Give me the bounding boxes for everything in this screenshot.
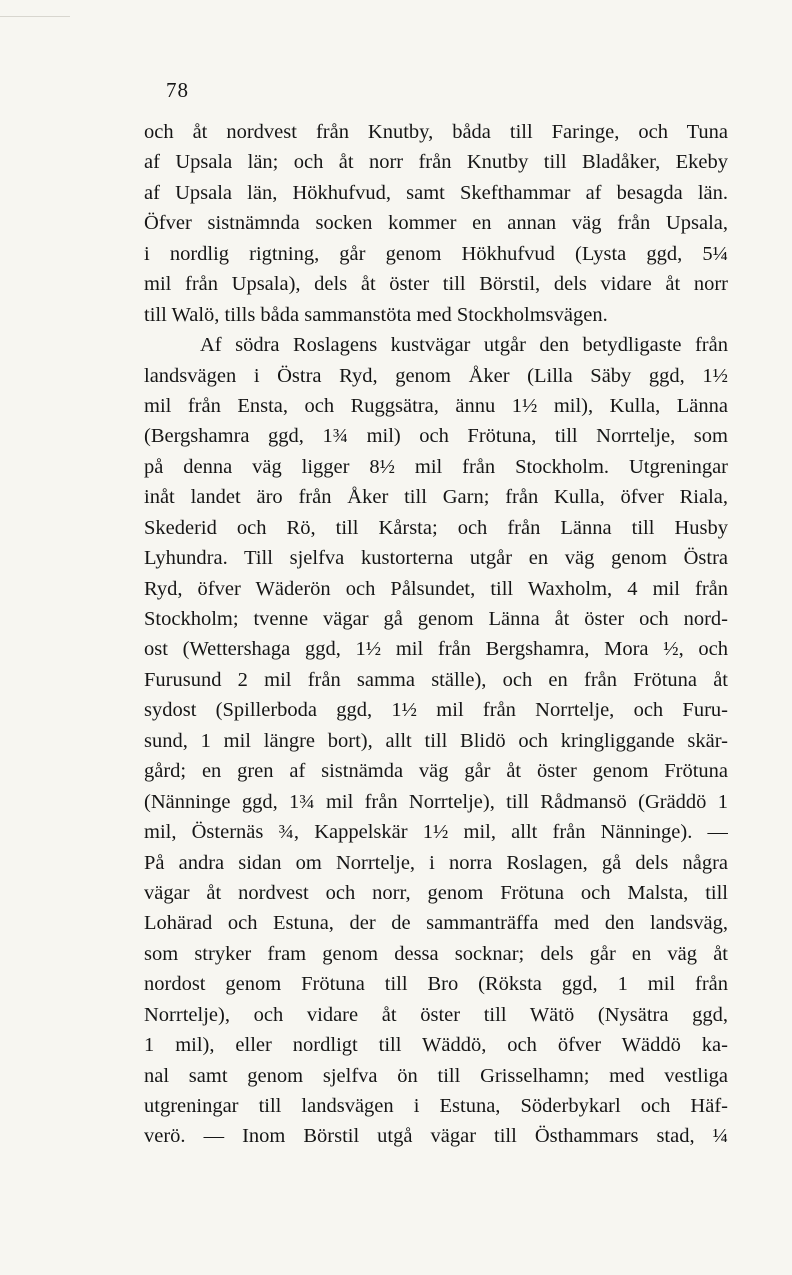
text-line: i nordlig rigtning, går genom Hökhufvud (Lysta ggd, 5¼ <box>144 242 728 265</box>
text-line: som stryker fram genom dessa socknar; dels går en väg åt <box>144 942 728 965</box>
text-line: på denna väg ligger 8½ mil från Stockholm. Utgreningar <box>144 455 728 478</box>
text-line: Stockholm; tvenne vägar gå genom Länna åt öster och nord- <box>144 608 728 630</box>
page-number: 78 <box>166 78 189 102</box>
text-line: sydost (Spillerboda ggd, 1½ mil från Norrtelje, och Furu- <box>144 699 728 722</box>
text-line: sund, 1 mil längre bort), allt till Blidö och kringliggande skär- <box>144 729 728 752</box>
text-line: nordost genom Frötuna till Bro (Röksta ggd, 1 mil från <box>144 973 728 996</box>
text-line: vägar åt nordvest och norr, genom Frötuna och Malsta, till <box>144 881 728 904</box>
text-line: Lyhundra. Till sjelfva kustorterna utgår en väg genom Östra <box>144 547 728 570</box>
text-line: mil från Upsala), dels åt öster till Börstil, dels vidare åt norr <box>144 273 728 296</box>
text-line: Furusund 2 mil från samma ställe), och en från Frötuna åt <box>144 668 728 691</box>
text-line: mil från Ensta, och Ruggsätra, ännu 1½ mil), Kulla, Länna <box>144 394 728 417</box>
text-line: Öfver sistnämnda socken kommer en annan väg från Upsala, <box>144 212 728 235</box>
text-line: Ryd, öfver Wäderön och Pålsundet, till Waxholm, 4 mil från <box>144 577 728 600</box>
text-line: ost (Wettershaga ggd, 1½ mil från Bergshamra, Mora ½, och <box>144 638 728 661</box>
text-line: landsvägen i Östra Ryd, genom Åker (Lilla Säby ggd, 1½ <box>144 364 728 387</box>
text-line: (Bergshamra ggd, 1¾ mil) och Frötuna, till Norrtelje, som <box>144 425 728 448</box>
text-line: nal samt genom sjelfva ön till Grisselhamn; med vestliga <box>144 1064 728 1087</box>
text-line: (Nänninge ggd, 1¾ mil från Norrtelje), till Rådmansö (Gräddö 1 <box>144 790 728 813</box>
text-line: af Upsala län; och åt norr från Knutby till Bladåker, Ekeby <box>144 151 728 174</box>
text-line: utgreningar till landsvägen i Estuna, Söderbykarl och Häf- <box>144 1095 728 1117</box>
paragraph-first-line: Af södra Roslagens kustvägar utgår den betydligaste från <box>200 334 728 357</box>
text-line: Norrtelje), och vidare åt öster till Wätö (Nysätra ggd, <box>144 1003 728 1026</box>
text-line: 1 mil), eller nordligt till Wäddö, och öfver Wäddö ka- <box>144 1034 728 1057</box>
text-line: verö. — Inom Börstil utgå vägar till Östhammars stad, ¼ <box>144 1125 728 1148</box>
text-line: Lohärad och Estuna, der de sammanträffa med den landsväg, <box>144 912 728 935</box>
text-line: inåt landet äro från Åker till Garn; från Kulla, öfver Riala, <box>144 486 728 509</box>
text-line: till Walö, tills båda sammanstöta med Stockholmsvägen. <box>144 303 608 326</box>
text-line: af Upsala län, Hökhufvud, samt Skefthammar af besagda län. <box>144 181 728 204</box>
text-line: och åt nordvest från Knutby, båda till Faringe, och Tuna <box>144 121 728 143</box>
text-line: Skederid och Rö, till Kårsta; och från Länna till Husby <box>144 516 728 539</box>
body-text <box>144 117 728 1152</box>
text-line: mil, Östernäs ¾, Kappelskär 1½ mil, allt från Nänninge). — <box>144 821 728 844</box>
page-edge-line <box>0 16 70 17</box>
text-line: På andra sidan om Norrtelje, i norra Roslagen, gå dels några <box>144 851 728 874</box>
text-line: gård; en gren af sistnämda väg går åt öster genom Frötuna <box>144 760 728 783</box>
